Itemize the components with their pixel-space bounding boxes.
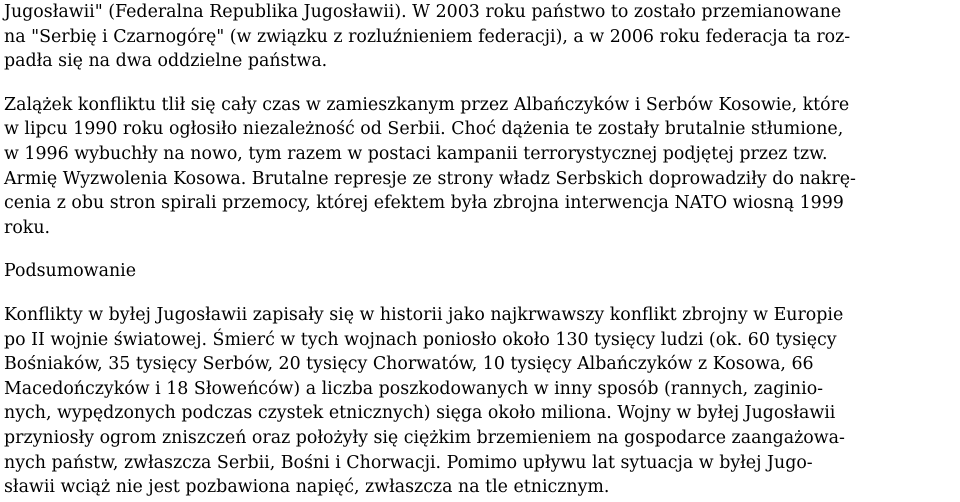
- text-line: przyniosły ogrom zniszczeń oraz położyły się ciężkim brzemieniem na gospodarce zaangażowa-: [4, 427, 845, 448]
- text-line: po II wojnie światowej. Śmierć w tych wojnach poniosło około 130 tysięcy ludzi (ok. 60 tysięcy: [4, 329, 837, 350]
- text-line: sławii wciąż nie jest pozbawiona napięć, zwłaszcza na tle etnicznym.: [4, 477, 610, 498]
- paragraph-summary: [4, 303, 956, 500]
- section-heading-summary: Podsumowanie: [4, 261, 136, 282]
- text-line: w 1996 wybuchły na nowo, tym razem w postaci kampanii terrorystycznej podjętej przez tzw.: [4, 143, 828, 164]
- text-line: Zalążek konfliktu tlił się cały czas w zamieszkanym przez Albańczyków i Serbów Kosowie, które: [4, 94, 850, 115]
- paragraph-gap: [4, 74, 956, 93]
- text-line: na "Serbię i Czarnogórę" (w związku z rozluźnieniem federacji), a w 2006 roku federacja ta roz-: [4, 26, 851, 47]
- text-line: Konflikty w byłej Jugosławii zapisały się w historii jako najkrwawszy konflikt zbrojny w Europie: [4, 304, 844, 325]
- text-line: Macedończyków i 18 Słoweńców) a liczba poszkodowanych w inny sposób (rannych, zaginio-: [4, 378, 824, 399]
- text-line: Jugosławii" (Federalna Republika Jugosławii). W 2003 roku państwo to zostało przemianowane: [4, 2, 842, 22]
- text-line: Armię Wyzwolenia Kosowa. Brutalne represje ze strony władz Serbskich doprowadziły do nakrę-: [4, 168, 856, 189]
- paragraph-gap: [4, 240, 956, 259]
- document-page: [4, 0, 956, 500]
- text-line: nych, wypędzonych podczas czystek etnicznych) sięga około miliona. Wojny w byłej Jugosławii: [4, 403, 836, 424]
- text-line: roku.: [4, 217, 51, 238]
- paragraph-kosovo-conflict: [4, 93, 956, 241]
- paragraph-yugoslavia-rename: [4, 0, 956, 74]
- text-line: cenia z obu stron spirali przemocy, której efektem była zbrojna interwencja NATO wiosną 1999: [4, 193, 844, 214]
- text-line: Bośniaków, 35 tysięcy Serbów, 20 tysięcy Chorwatów, 10 tysięcy Albańczyków z Kosowa, 66: [4, 354, 814, 375]
- text-line: nych państw, zwłaszcza Serbii, Bośni i Chorwacji. Pomimo upływu lat sytuacja w byłej Jugo-: [4, 452, 813, 473]
- paragraph-gap: [4, 284, 956, 303]
- text-line: w lipcu 1990 roku ogłosiło niezależność od Serbii. Choć dążenia te zostały brutalnie stłumione,: [4, 119, 844, 140]
- text-line: padła się na dwa oddzielne państwa.: [4, 51, 328, 72]
